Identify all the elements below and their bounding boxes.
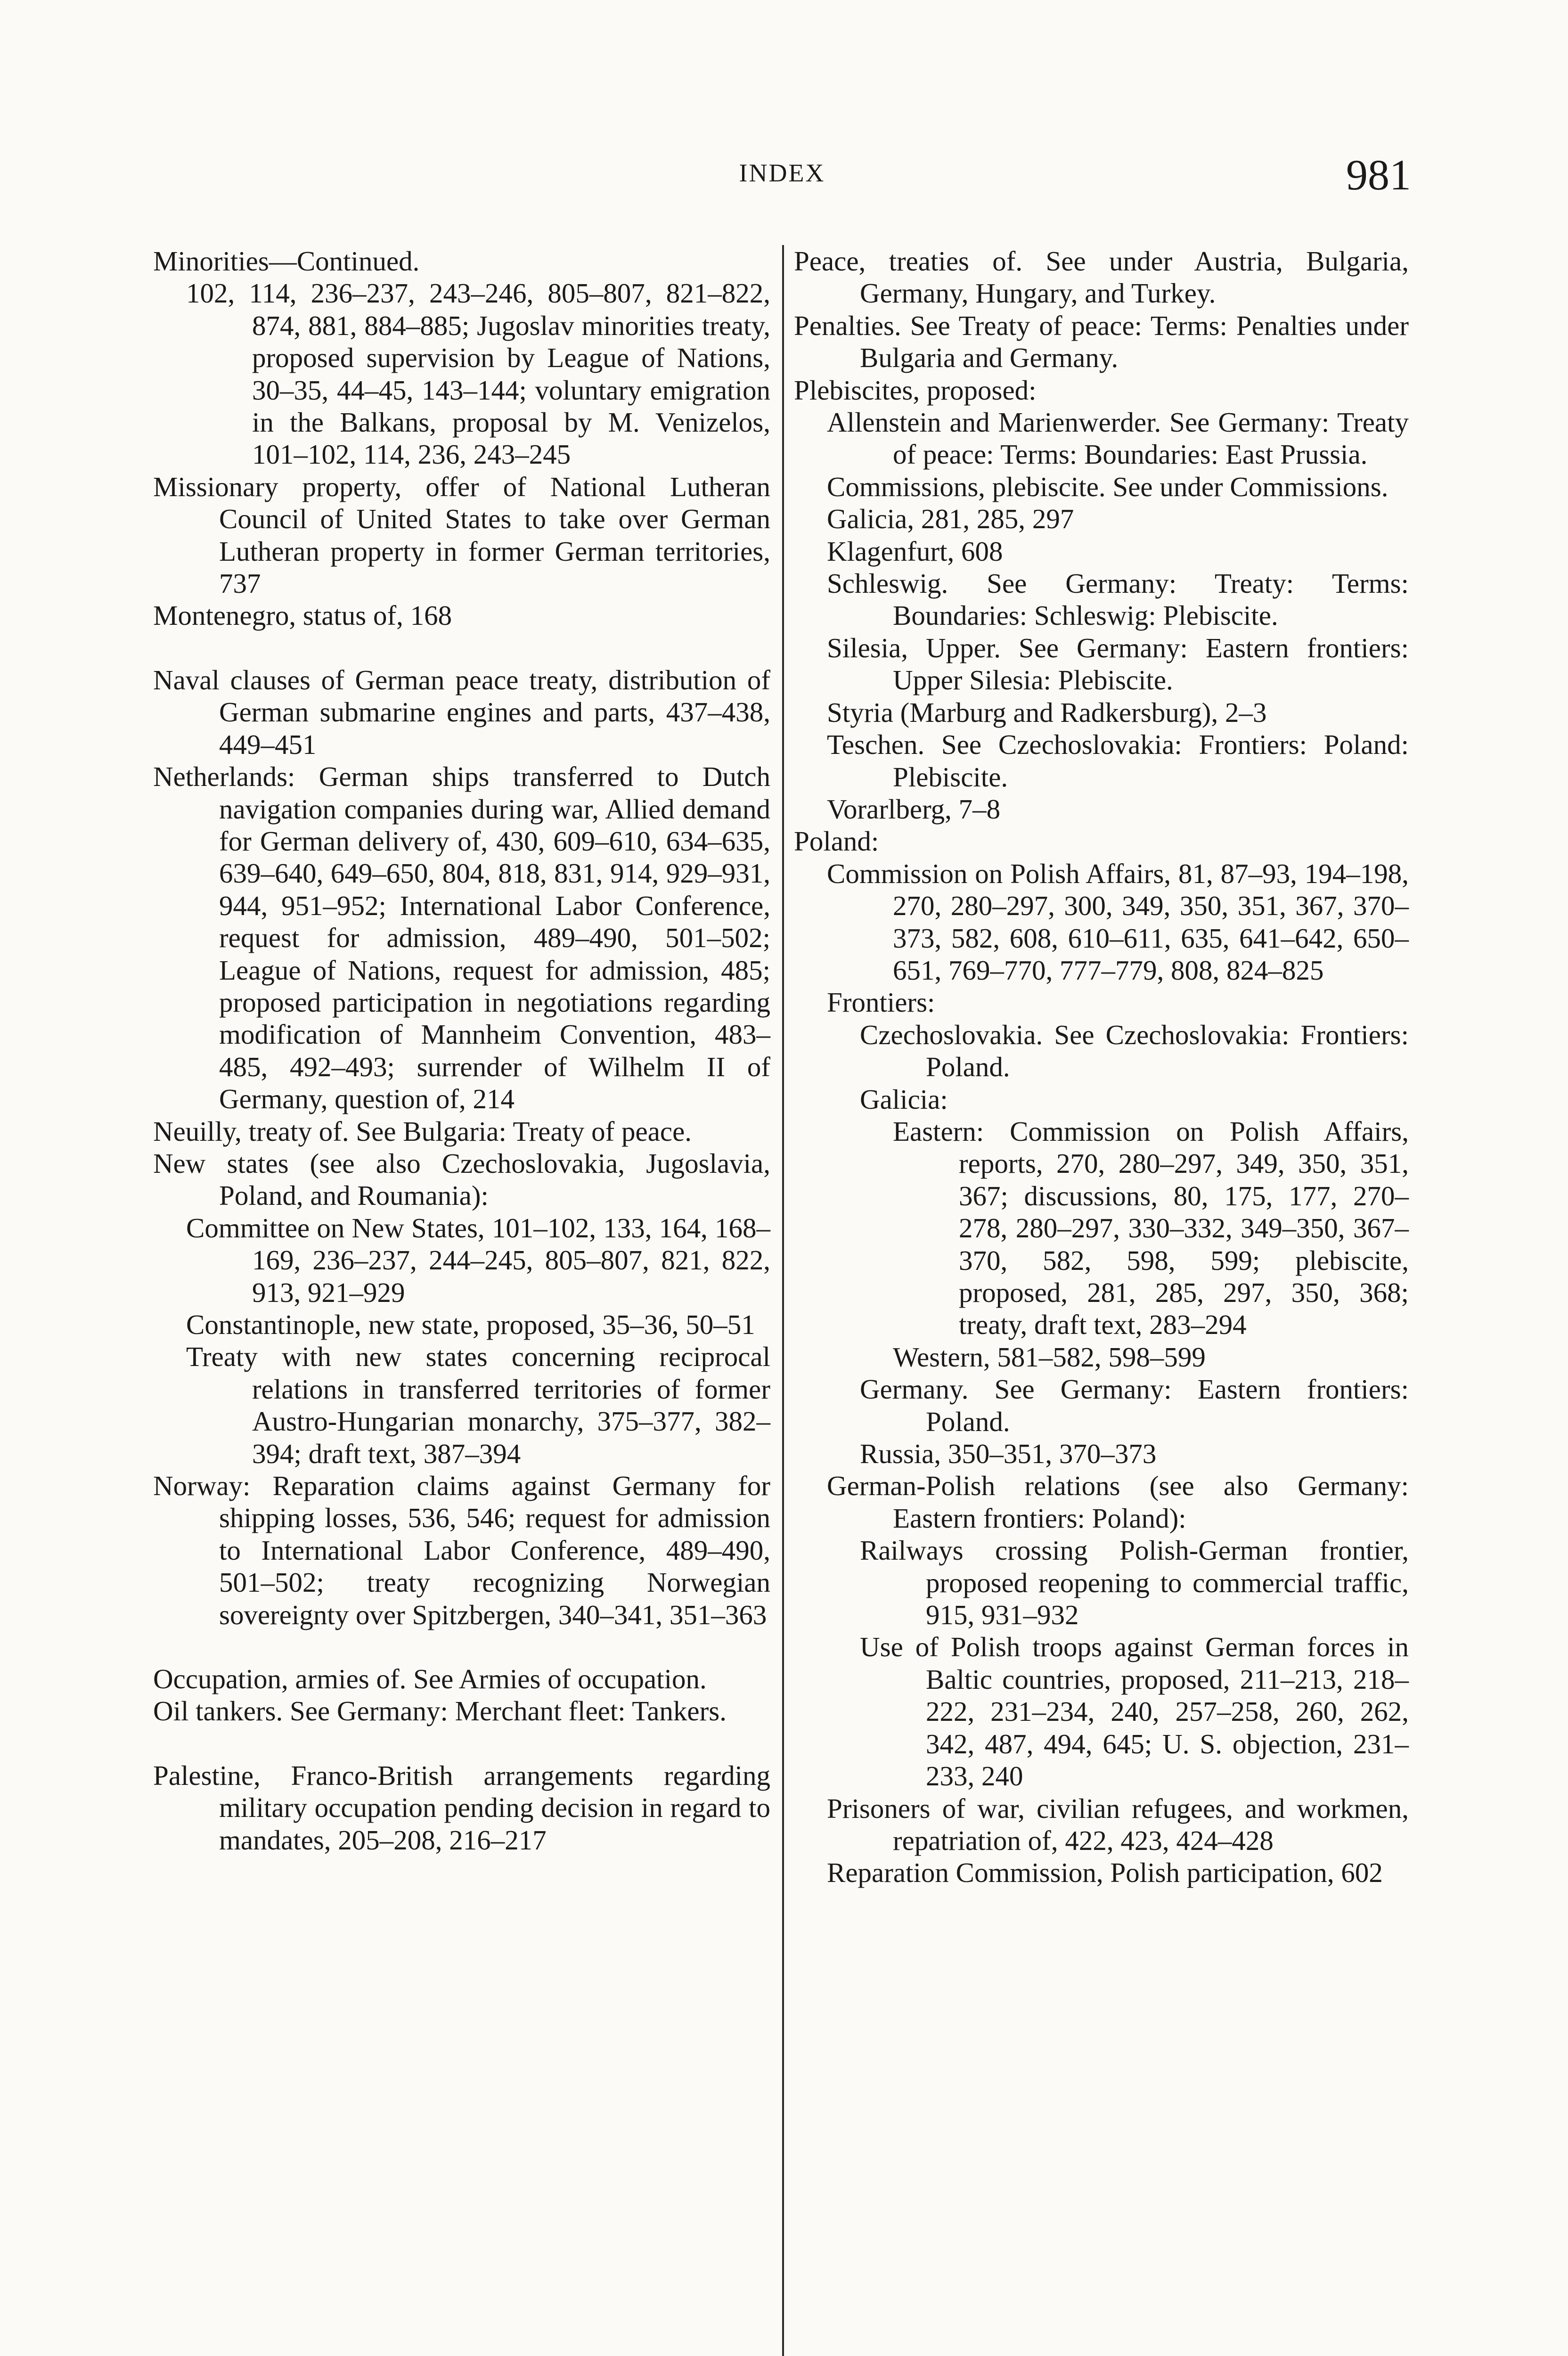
index-entry: Peace, treaties of. See under Austria, Bulgaria, Germany, Hungary, and Turkey.: [794, 245, 1409, 309]
page-number: 981: [1346, 151, 1411, 199]
index-entry: Schleswig. See Germany: Treaty: Terms: Boundaries: Schleswig: Plebiscite.: [827, 568, 1409, 631]
index-entry: Palestine, Franco-British arrangements regarding military occupation pending decision in regard to mandates, 205–208, 216–217: [153, 1759, 770, 1856]
index-entry: Galicia, 281, 285, 297: [827, 503, 1074, 535]
index-entry: Netherlands: German ships transferred to Dutch navigation companies during war, Allied demand for German delivery of, 430, 609–610, 634–635, 639–640, 649–650, 804, 818, 831, 914, 929–931, 944, 951–952; International Labor Conference, request for admission, 489–490, 501–502; League of Nations, request for admission, 485; proposed participation in negotiations regarding modification of Mannheim Convention, 483–485, 492–493; surrender of Wilhelm II of Germany, question of, 214: [153, 761, 770, 1115]
index-entry: Frontiers:: [827, 987, 935, 1018]
index-entry: Silesia, Upper. See Germany: Eastern frontiers: Upper Silesia: Plebiscite.: [827, 632, 1409, 696]
index-entry: Occupation, armies of. See Armies of occupation.: [153, 1663, 707, 1695]
index-entry: Treaty with new states concerning reciprocal relations in transferred territories of former Austro-Hungarian monarchy, 375–377, 382–394; draft text, 387–394: [186, 1341, 770, 1469]
index-entry: Plebiscites, proposed:: [794, 374, 1037, 406]
index-entry: Klagenfurt, 608: [827, 535, 1003, 567]
index-entry: Galicia:: [860, 1083, 948, 1115]
column-divider: [782, 245, 784, 2356]
right-column: [794, 245, 1409, 1889]
index-entry: Allenstein and Marienwerder. See Germany: Treaty of peace: Terms: Boundaries: East Prussia.: [827, 407, 1409, 470]
index-entry: Western, 581–582, 598–599: [893, 1341, 1206, 1373]
index-entry: 102, 114, 236–237, 243–246, 805–807, 821–822, 874, 881, 884–885; Jugoslav minorities treaty, proposed supervision by League of Nations, 30–35, 44–45, 143–144; voluntary emigration in the Balkans, proposal by M. Venizelos, 101–102, 114, 236, 243–245: [186, 278, 770, 470]
index-entry: Commission on Polish Affairs, 81, 87–93, 194–198, 270, 280–297, 300, 349, 350, 351, 367, 370–373, 582, 608, 610–611, 635, 641–642, 650–651, 769–770, 777–779, 808, 824–825: [827, 858, 1409, 986]
left-column: [153, 245, 770, 1856]
running-head: INDEX: [739, 159, 825, 187]
index-entry: New states (see also Czechoslovakia, Jugoslavia, Poland, and Roumania):: [153, 1147, 770, 1211]
index-entry: Use of Polish troops against German forces in Baltic countries, proposed, 211–213, 218–222, 231–234, 240, 257–258, 260, 262, 342, 487, 494, 645; U. S. objection, 231–233, 240: [860, 1631, 1409, 1792]
index-entry: Oil tankers. See Germany: Merchant fleet: Tankers.: [153, 1695, 727, 1727]
index-entry: Montenegro, status of, 168: [153, 600, 452, 631]
index-entry: Neuilly, treaty of. See Bulgaria: Treaty of peace.: [153, 1115, 692, 1147]
index-entry: Railways crossing Polish-German frontier, proposed reopening to commercial traffic, 915, 931–932: [860, 1535, 1409, 1631]
index-entry: German-Polish relations (see also Germany: Eastern frontiers: Poland):: [827, 1470, 1409, 1534]
index-entry: Styria (Marburg and Radkersburg), 2–3: [827, 696, 1267, 728]
page-header: [153, 150, 1411, 202]
index-entry: Germany. See Germany: Eastern frontiers: Poland.: [860, 1374, 1409, 1437]
index-entry: Vorarlberg, 7–8: [827, 793, 1001, 825]
index-entry: Minorities—Continued.: [153, 245, 420, 277]
index-entry: Prisoners of war, civilian refugees, and workmen, repatriation of, 422, 423, 424–428: [827, 1792, 1409, 1856]
index-entry: Reparation Commission, Polish participation, 602: [827, 1857, 1383, 1889]
index-entry: Constantinople, new state, proposed, 35–36, 50–51: [186, 1309, 755, 1340]
index-entry: Poland:: [794, 826, 879, 857]
index-entry: Penalties. See Treaty of peace: Terms: Penalties under Bulgaria and Germany.: [794, 310, 1409, 374]
index-entry: Czechoslovakia. See Czechoslovakia: Frontiers: Poland.: [860, 1019, 1409, 1083]
index-entry: Russia, 350–351, 370–373: [860, 1438, 1157, 1470]
index-entry: Commissions, plebiscite. See under Commissions.: [827, 471, 1388, 502]
index-entry: Missionary property, offer of National Lutheran Council of United States to take over German Lutheran property in former German territories, 737: [153, 471, 770, 599]
index-entry: Teschen. See Czechoslovakia: Frontiers: Poland: Plebiscite.: [827, 729, 1409, 793]
index-entry: Naval clauses of German peace treaty, distribution of German submarine engines and parts, 437–438, 449–451: [153, 664, 770, 760]
index-entry: Norway: Reparation claims against Germany for shipping losses, 536, 546; request for admission to International Labor Conference, 489–490, 501–502; treaty recognizing Norwegian sovereignty over Spitzbergen, 340–341, 351–363: [153, 1470, 770, 1630]
index-entry: Eastern: Commission on Polish Affairs, reports, 270, 280–297, 349, 350, 351, 367; discussions, 80, 175, 177, 270–278, 280–297, 330–332, 349–350, 367–370, 582, 598, 599; plebiscite, proposed, 281, 285, 297, 350, 368; treaty, draft text, 283–294: [893, 1115, 1409, 1341]
index-entry: Committee on New States, 101–102, 133, 164, 168–169, 236–237, 244–245, 805–807, 821, 822, 913, 921–929: [186, 1212, 770, 1308]
